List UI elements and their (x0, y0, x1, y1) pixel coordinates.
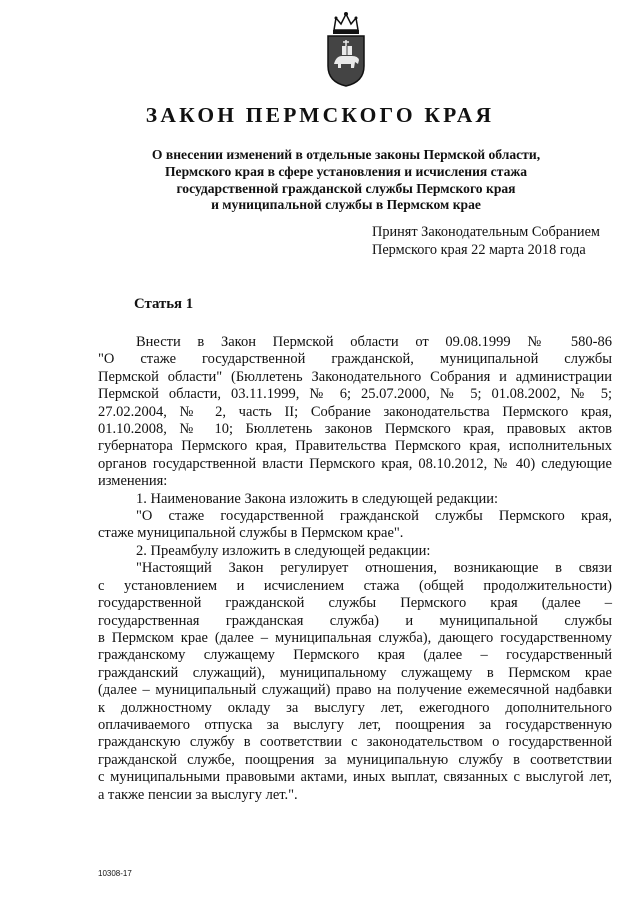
coat-of-arms-icon (322, 10, 370, 88)
body-line: с муниципальными правовыми актами, иных выплат, связанных с выслугой лет, (98, 769, 612, 786)
subtitle-line: государственной гражданской службы Пермского края (176, 180, 516, 196)
body-line: 1. Наименование Закона изложить в следующей редакции: (136, 490, 498, 507)
body-line: в Пермском крае (далее – муниципальная служба), дающего государственному (98, 629, 612, 646)
body-line: оплачиваемого отпуска за выслугу лет, поощрения за государственную (98, 716, 612, 733)
document-code: 10308-17 (98, 869, 132, 878)
adoption-note (372, 224, 600, 259)
document-subtitle (100, 147, 592, 214)
adoption-line: Принят Законодательным Собранием (372, 224, 600, 240)
body-line: стаже муниципальной службы в Пермском крае". (98, 525, 404, 542)
body-line: "О стаже государственной гражданской службы Пермского края, (136, 508, 612, 525)
body-line: органов государственной власти Пермского края, 08.10.2012, № 40) следующие (98, 455, 612, 472)
subtitle-line: О внесении изменений в отдельные законы Пермской области, (151, 147, 541, 162)
body-line: гражданский служащий), муниципальному служащему в Пермском крае (98, 664, 612, 681)
body-line: гражданской службе, поощрения за муниципальную службу в соответствии (98, 751, 612, 768)
document-title: ЗАКОН ПЕРМСКОГО КРАЯ (145, 103, 495, 127)
body-line: Пермской области, 03.11.1999, № 6; 25.07.2000, № 5; 01.08.2002, № 5; (98, 386, 612, 403)
body-line: государственная гражданская служба) и муниципальной службы (98, 612, 612, 629)
article-body (98, 334, 612, 804)
body-line: (далее – муниципальный служащий) право на получение ежемесячной надбавки (98, 682, 612, 699)
body-line: губернатора Пермского края, Правительства Пермского края, исполнительных (98, 438, 612, 455)
body-line: гражданскую службу в соответствии с законодательством о государственной (98, 734, 612, 751)
body-line: с установлением и исчислением стажа (общей продолжительности) (98, 577, 612, 594)
body-line: 2. Преамбулу изложить в следующей редакции: (136, 542, 431, 559)
body-line: 01.10.2008, № 10; Бюллетень законов Пермского края, правовых актов (98, 421, 612, 438)
body-line: а также пенсии за выслугу лет.". (98, 786, 298, 803)
body-line: изменения: (98, 473, 168, 490)
body-line: "Настоящий Закон регулирует отношения, возникающие в связи (136, 560, 612, 577)
subtitle-line: Пермского края в сфере установления и исчисления стажа (164, 163, 528, 179)
body-line: 27.02.2004, № 2, часть II; Собрание законодательства Пермского края, (98, 403, 612, 420)
body-line: Внести в Закон Пермской области от 09.08.1999 № 580-86 (136, 334, 612, 350)
body-line: гражданскому служащему Пермского края (далее – государственный (98, 647, 612, 664)
body-line: к должностному окладу за выслугу лет, ежегодного дополнительного (98, 699, 612, 716)
subtitle-line: и муниципальной службы в Пермском крае (211, 197, 481, 213)
article-heading: Статья 1 (134, 296, 194, 312)
body-line: Пермской области" (Бюллетень Законодательного Собрания и администрации (98, 368, 612, 385)
body-line: "О стаже государственной гражданской, муниципальной службы (98, 351, 612, 368)
body-line: государственной гражданской службы Пермского края (далее – (98, 595, 612, 612)
adoption-line: Пермского края 22 марта 2018 года (372, 241, 586, 258)
